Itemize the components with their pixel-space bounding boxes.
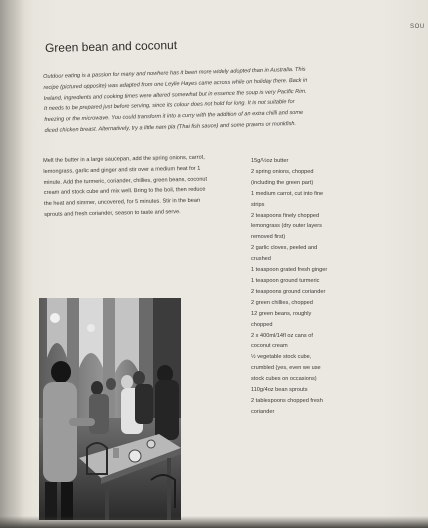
intro-line: diced chicken breast. Alternatively, try a little nam pla (Thai fish sauce) and some prawns or monkfish. (44, 120, 297, 134)
ingredient-line: 1 teaspoon ground turmeric (251, 277, 320, 284)
intro-line: Outdoor eating is a passion for many and nowhere has it been more widely adopted than in Australia. This (43, 66, 306, 80)
ingredient-line: coriander (251, 408, 275, 415)
ingredient-list (251, 156, 381, 418)
ingredient-line: 2 green chillies, chopped (251, 299, 313, 306)
recipe-title: Green bean and coconut (44, 38, 178, 55)
ingredient-line: 2 tablespoons chopped fresh (251, 397, 323, 404)
intro-line: recipe (pictured opposite) was adapted from one Leylie Hayes came across while on holiday there. Back in (43, 77, 308, 91)
ingredient-line: removed first) (251, 234, 286, 241)
ingredient-line: 2 x 400ml/14fl oz cans of (251, 332, 313, 339)
page-bottom-shadow (0, 516, 428, 528)
intro-line: It needs to be prepared just before serving, since its colour does not hold for long. It is not suitable for (43, 99, 295, 113)
intro-line: freezing or the microwave. You could transform it into a curry with the addition of an extra chilli and some (44, 109, 304, 124)
ingredient-line: 2 teaspoons ground coriander (251, 288, 326, 295)
ingredient-line: strips (251, 201, 265, 208)
ingredient-line: 2 garlic cloves, peeled and (251, 245, 318, 252)
ingredient-line: 1 medium carrot, cut into fine (251, 190, 324, 197)
intro-line: Ireland, ingredients and cooking times were altered somewhat but in essence the soup is very Pacific Rim. (43, 88, 307, 102)
ingredient-line: 2 spring onions, chopped (251, 168, 314, 175)
running-head: SOU (410, 24, 425, 30)
ingredient-line: crumbled (yes, even we use (251, 365, 321, 372)
ingredient-line: coconut cream (251, 343, 288, 350)
method-line: sprouts and fresh coriander, season to taste and serve. (44, 209, 181, 218)
method-paragraph (43, 152, 254, 221)
ingredient-line: lemongrass (dry outer layers (251, 223, 322, 230)
method-line: minute. Add the turmeric, coriander, chillies, green beans, coconut (43, 176, 208, 186)
method-line: lemongrass, garlic and ginger and stir over a medium heat for 1 (43, 165, 201, 175)
method-line: Melt the butter in a large saucepan, add the spring onions, carrot, (43, 154, 205, 164)
cafe-photo-illustration (39, 298, 181, 520)
method-line: the heat and simmer, uncovered, for 5 minutes. Stir in the bean (43, 197, 201, 208)
intro-paragraph (43, 64, 345, 137)
cafe-photo (39, 298, 181, 520)
ingredient-line: 1 teaspoon grated fresh ginger (251, 267, 328, 274)
method-line: cream and stock cube and mix well. Bring to the boil, then reduce (43, 186, 206, 197)
ingredient-line: stock cubes on occasions) (251, 376, 317, 383)
ingredient-line: crushed (251, 256, 271, 263)
ingredient-line: 110g/4oz bean sprouts (251, 387, 308, 394)
ingredient-line: 15g/½oz butter (251, 158, 289, 164)
ingredient-line: ½ vegetable stock cube, (251, 354, 312, 361)
ingredient-line: (including the green part) (251, 179, 314, 186)
ingredient-line: chopped (251, 321, 273, 328)
ingredient-line: 12 green beans, roughly (251, 310, 312, 317)
ingredient-line: 2 teaspoons finely chopped (251, 212, 320, 219)
